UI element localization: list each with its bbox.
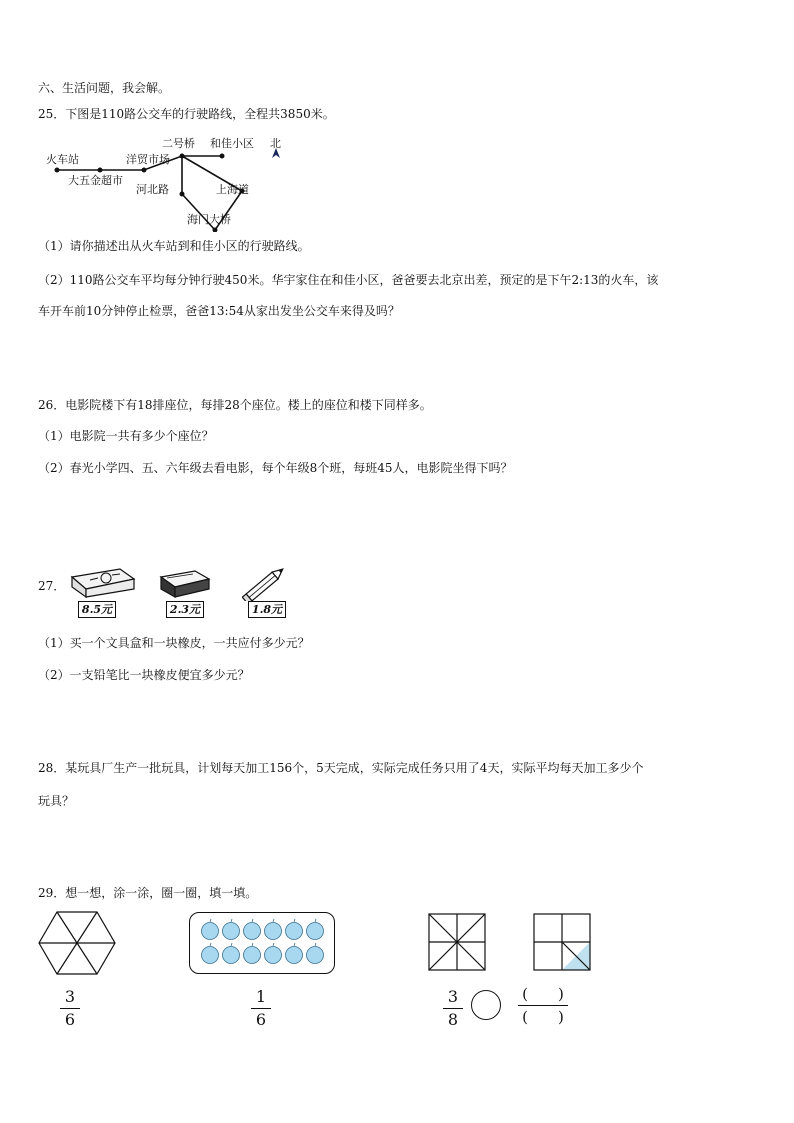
- fraction-bar: [60, 1008, 80, 1009]
- eraser-icon: [155, 565, 215, 601]
- eraser-price: 2.3元: [166, 601, 204, 618]
- stop-dawujin-supermarket: 大五金超市: [68, 174, 123, 187]
- north-label: 北: [270, 137, 281, 150]
- fraction-bar: [443, 1008, 463, 1009]
- pencil-icon: [242, 563, 292, 601]
- fraction-numerator: 3: [64, 987, 76, 1006]
- apple-grid: [190, 913, 334, 973]
- q25-sub2-line2: 车开车前10分钟停止检票，爸爸13:54从家出发坐公交车来得及吗？: [38, 304, 400, 318]
- q25-sub1: （1）请你描述出从火车站到和佳小区的行驶路线。: [38, 239, 310, 253]
- q27-sub1: （1）买一个文具盒和一块橡皮，一共应付多少元？: [38, 636, 310, 650]
- hexagon-shape: [37, 910, 117, 976]
- blank-fraction[interactable]: [516, 985, 570, 1026]
- fraction-one-sixth: [249, 988, 273, 1029]
- blank-denominator[interactable]: ( ): [522, 1008, 564, 1026]
- section-title: 六、生活问题，我会解。: [38, 81, 171, 95]
- q25-stem: 25．下图是110路公交车的行驶路线，全程共3850米。: [38, 107, 335, 121]
- blank-fraction-bar: [518, 1005, 568, 1006]
- fraction-denominator: 6: [255, 1010, 267, 1029]
- blank-numerator[interactable]: ( ): [522, 985, 564, 1003]
- stop-train-station: 火车站: [46, 153, 79, 166]
- stop-hebei-road: 河北路: [136, 183, 169, 196]
- fraction-three-sixths: [58, 988, 82, 1029]
- q29-stem: 29．想一想，涂一涂，圈一圈，填一填。: [38, 886, 258, 900]
- square-quarters-shaded: [533, 913, 591, 971]
- fraction-numerator: 1: [255, 987, 267, 1006]
- q25-sub2-line1: （2）110路公交车平均每分钟行驶450米。华宇家住在和佳小区，爸爸要去北京出差，预定的是下午2:13的火车，该: [38, 273, 659, 287]
- q26-sub1: （1）电影院一共有多少个座位？: [38, 429, 214, 443]
- compare-circle-blank[interactable]: [471, 990, 501, 1020]
- q28-line1: 28．某玩具厂生产一批玩具，计划每天加工156个，5天完成，实际完成任务只用了4天，实际平均每天加工多少个: [38, 761, 644, 775]
- q27-number: 27．: [38, 579, 66, 593]
- fraction-denominator: 8: [447, 1010, 459, 1029]
- pencil-case-icon: [68, 565, 138, 601]
- fraction-denominator: 6: [64, 1010, 76, 1029]
- stop-shanghai-road: 上海道: [216, 183, 249, 196]
- square-eighths: [428, 913, 486, 971]
- stop-erhao-bridge: 二号桥: [162, 137, 195, 150]
- fraction-numerator: 3: [447, 987, 459, 1006]
- pencil-price: 1.8元: [248, 601, 286, 618]
- stop-haimen-bridge: 海门大桥: [187, 213, 231, 226]
- q26-sub2: （2）春光小学四、五、六年级去看电影，每个年级8个班，每班45人，电影院坐得下吗？: [38, 461, 513, 475]
- fraction-bar: [251, 1008, 271, 1009]
- q27-sub2: （2）一支铅笔比一块橡皮便宜多少元？: [38, 668, 250, 682]
- stop-hejia-community: 和佳小区: [210, 137, 254, 150]
- apple-tray: [189, 912, 335, 974]
- fraction-three-eighths: [441, 988, 465, 1029]
- pencil-case-price: 8.5元: [78, 601, 116, 618]
- eraser-item: [155, 565, 215, 621]
- q28-line2: 玩具？: [38, 794, 75, 808]
- q26-stem: 26．电影院楼下有18排座位，每排28个座位。楼上的座位和楼下同样多。: [38, 398, 432, 412]
- pencil-item: [242, 563, 292, 621]
- pencil-case-item: [68, 565, 138, 621]
- q25-route-map: [40, 132, 300, 232]
- stop-yangmao-market: 洋贸市场: [126, 153, 170, 166]
